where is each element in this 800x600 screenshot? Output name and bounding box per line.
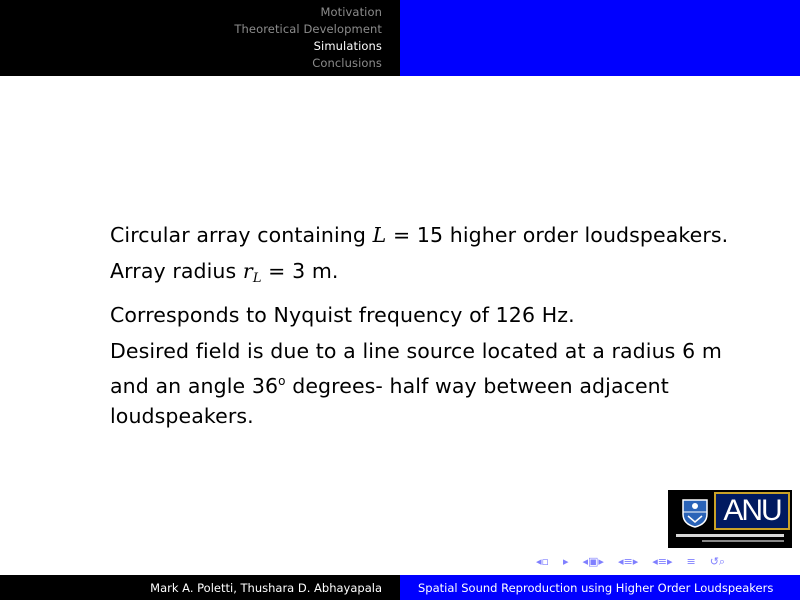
item4-sup: o: [278, 374, 286, 388]
nav-conclusions[interactable]: Conclusions: [312, 56, 382, 70]
item4-pre: Desired field is due to a line source located at a radius 6 m and an angle 36: [110, 339, 722, 398]
subsection-next-icon[interactable]: ◂≡▸: [617, 555, 639, 568]
bullet-radius: [110, 256, 750, 294]
item2-math: r: [242, 259, 253, 283]
footer-left: [0, 575, 400, 600]
slide-content: [110, 220, 750, 437]
beamer-nav-symbols: [536, 555, 725, 569]
frame-prev-icon[interactable]: ◂▫: [536, 555, 549, 568]
section-navigation: [234, 4, 382, 72]
item1-post: = 15 higher order loudspeakers.: [386, 223, 729, 247]
crest-icon: [680, 498, 710, 528]
footer-title: Spatial Sound Reproduction using Higher Order Loudspeakers: [418, 581, 774, 595]
item2-pre: Array radius: [110, 259, 243, 283]
logo-wordmark: ANU: [714, 492, 790, 530]
frame-next-icon[interactable]: ▸: [562, 555, 569, 568]
section-prev-icon[interactable]: ◂≡▸: [652, 555, 673, 568]
bullet-array: [110, 220, 750, 250]
nav-motivation[interactable]: Motivation: [320, 5, 382, 19]
item1-math: L: [372, 223, 387, 247]
logo-line: [702, 540, 784, 542]
footer-authors: Mark A. Poletti, Thushara D. Abhayapala: [150, 581, 382, 595]
nav-theoretical-development[interactable]: Theoretical Development: [234, 22, 382, 36]
item4-post: degrees- half way between adjacent loudspeakers.: [110, 374, 669, 428]
footer-right: [400, 575, 800, 600]
item1-pre: Circular array containing: [110, 223, 373, 247]
bullet-nyquist: [110, 300, 750, 330]
bullet-desired-field: [110, 336, 750, 431]
item2-post: = 3 m.: [261, 259, 339, 283]
align-icon[interactable]: ≡: [686, 555, 696, 568]
subsection-prev-icon[interactable]: ◂▣▸: [582, 555, 604, 568]
item3-text: Corresponds to Nyquist frequency of 126 Hz.: [110, 303, 575, 327]
search-icon[interactable]: ↺⌕: [709, 555, 726, 568]
anu-logo: [668, 490, 792, 548]
header-left: [0, 0, 400, 76]
item2-sub: L: [252, 271, 262, 286]
nav-simulations[interactable]: Simulations: [313, 39, 382, 53]
logo-band: [676, 534, 784, 537]
header-right: [400, 0, 800, 76]
